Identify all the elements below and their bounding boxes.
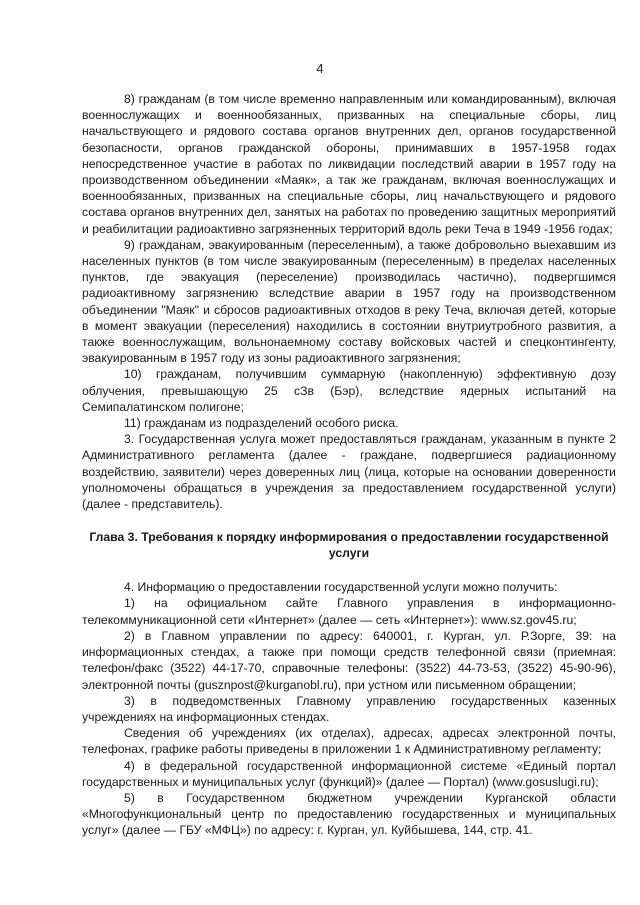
paragraph-info-1: 1) на официальном сайте Главного управления в информационно-телекоммуникационной сети «Интернет» (далее — сеть «Интернет»): www.sz.gov45.ru; [82, 596, 616, 627]
page-number: 4 [316, 61, 324, 76]
paragraph-info-details: Сведения об учреждениях (их отделах), адресах, адресах электронной почты, телефонах, графике работы приведены в приложении 1 к Административному регламенту; [82, 726, 616, 757]
paragraph-clause-4: 4. Информацию о предоставлении государственной услуги можно получить: [124, 580, 558, 595]
paragraph-item-8: 8) гражданам (в том числе временно направленным или командированным), включая военнослужащих и военнообязанных, призванных на специальные сборы, лиц начальствующего и рядового состава органов внутренних дел, органов государственной безопасности, органов гражданской обороны, принимавших в 1957-1958 годах непосредственное участие в работах по ликвидации последствий аварии в 1957 году на производственном объединении «Маяк», а так же гражданам, включая военнослужащих и военнообязанных, призванных на специальные сборы, лиц начальствующего и рядового состава органов внутренних дел, занятых на работах по проведению защитных мероприятий и реабилитации радиоактивно загрязненных территорий вдоль реки Теча в 1949 -1956 годах; [82, 92, 616, 236]
paragraph-info-4: 4) в федеральной государственной информационной системе «Единый портал государственных и муниципальных услуг (функций)» (далее — Портал) (www.gosuslugi.ru); [82, 758, 616, 789]
paragraph-item-11: 11) гражданам из подразделений особого риска. [124, 416, 399, 431]
document-body [82, 91, 616, 839]
paragraph-info-3: 3) в подведомственных Главному управлению государственных казенных учреждениях на информационных стендах. [82, 693, 616, 724]
paragraph-item-9: 9) гражданам, эвакуированным (переселенным), а также добровольно выехавшим из населенных пунктов (в том числе эвакуированным (переселенным) в пределах населенных пунктов, где эвакуация (переселение) производилась частично), подвергшимся радиоактивному загрязнению вследствие аварии в 1957 году на производственном объединении "Маяк" и сбросов радиоактивных отходов в реку Теча, включая детей, которые в момент эвакуации (переселения) находились в состоянии внутриутробного развития, а также военнослужащим, вольнонаемному составу войсковых частей и спецконтингенту, эвакуированным в 1957 году из зоны радиоактивного загрязнения; [82, 237, 616, 366]
paragraph-item-10: 10) гражданам, получившим суммарную (накопленную) эффективную дозу облучения, превышающую 25 сЗв (Бэр), вследствие ядерных испытаний на Семипалатинском полигоне; [82, 367, 616, 414]
paragraph-info-5: 5) в Государственном бюджетном учреждении Курганской области «Многофункциональный центр по предоставлению государственных и муниципальных услуг» (далее — ГБУ «МФЦ») по адресу: г. Курган, ул. Куйбышева, 144, стр. 41. [82, 790, 616, 838]
paragraph-info-2: 2) в Главном управлении по адресу: 640001, г. Курган, ул. Р.Зорге, 39: на информационных стендах, а также при помощи средств телефонной связи (приемная: телефон/факс (3522) 44-17-70, справочные телефоны: (3522) 44-73-53, (3522) 45-90-96), электронной почты (gusznpost@kurganobl.ru), при устном или письменном обращении; [82, 628, 616, 692]
paragraph-clause-3: 3. Государственная услуга может предоставляться гражданам, указанным в пункте 2 Административного регламента (далее - граждане, подвергшиеся радиационному воздействию, заявители) через доверенных лиц (лица, которые на основании доверенности уполномочены обращаться в учреждения за предоставлением государственной услуги) (далее - представитель). [82, 432, 616, 512]
chapter-heading: Глава 3. Требования к порядку информирования о предоставлении государственной услуги [89, 530, 609, 561]
